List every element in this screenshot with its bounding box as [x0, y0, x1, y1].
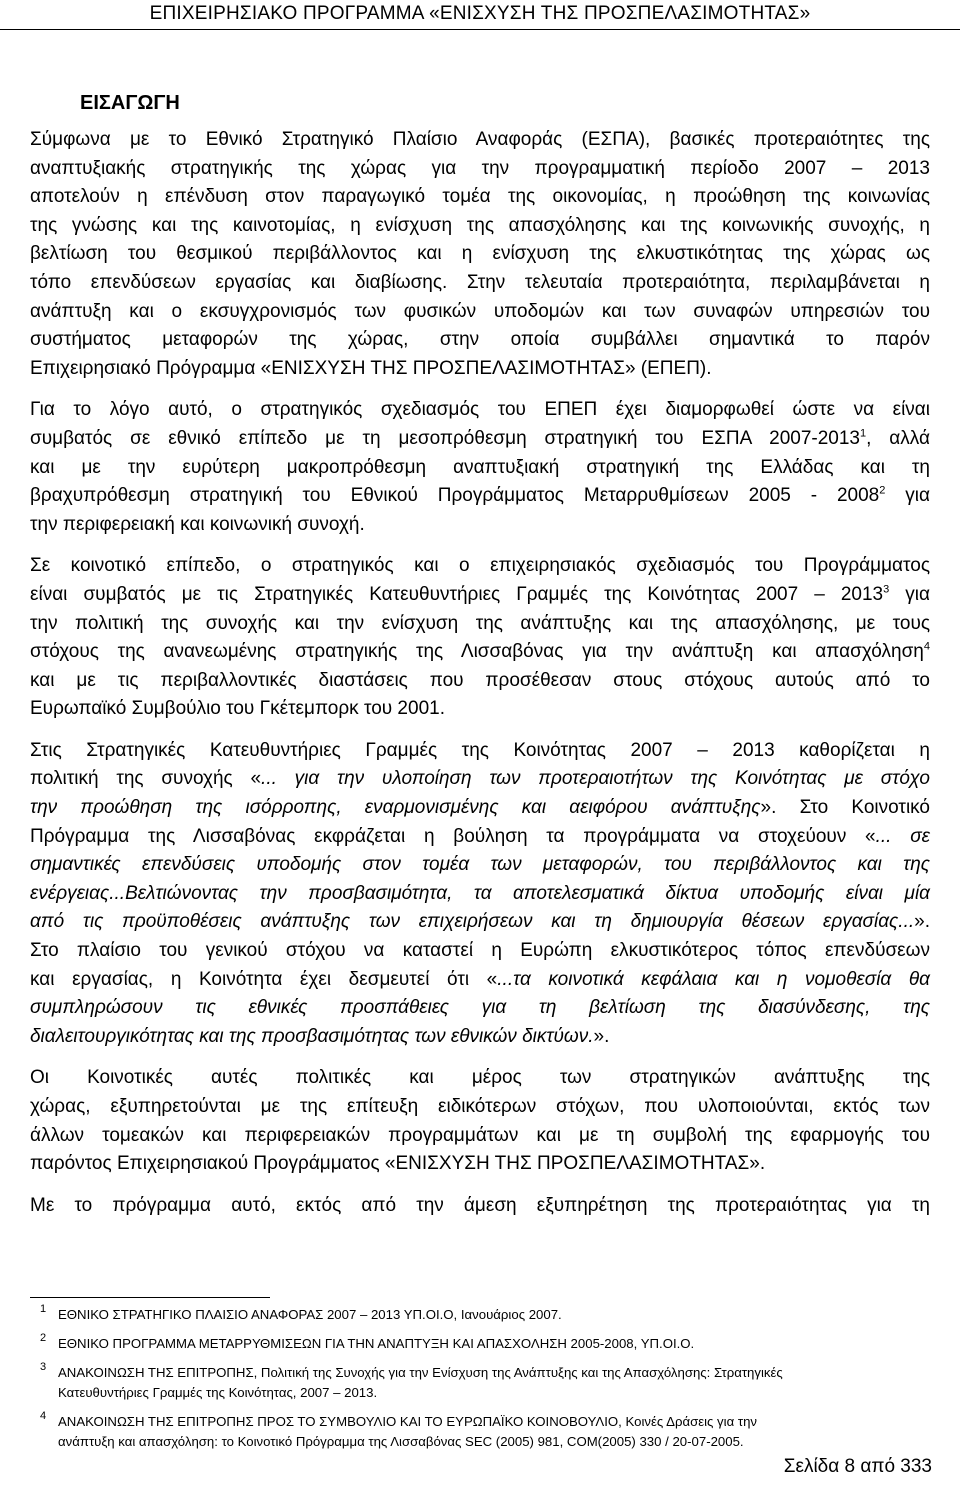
p1-line-7: ανάπτυξη και ο εκσυγχρονισμός των φυσικών υποδομών και των συναφών υπηρεσιών του: [30, 300, 930, 322]
p4-line-9-quote: ...τα κοινοτικά κεφάλαια και η νομοθεσία θα: [497, 968, 930, 990]
p4-line-9: [30, 966, 930, 995]
p2-line-1: Για το λόγο αυτό, ο στρατηγικός σχεδιασμός του ΕΠΕΠ έχει διαμορφωθεί ώστε να είναι: [30, 399, 930, 421]
p4-line-5: σημαντικές επενδύσεις υποδομής στον τομέα των μεταφορών, του περιβάλλοντος και της: [30, 854, 930, 876]
footnote-text-cont: Κατευθυντήριες Γραμμές της Κοινότητας, 2007 – 2013.: [58, 1385, 378, 1400]
header-rule: [0, 29, 960, 30]
footnote-2: [30, 1334, 950, 1354]
p3-line-4: [30, 638, 930, 667]
p2-line-4-text: βραχυπρόθεσμη στρατηγική του Εθνικού Προγράμματος Μεταρρυθμίσεων 2005 - 2008: [30, 485, 880, 507]
page-number: Σελίδα 8 από 333: [783, 1456, 932, 1477]
p3-line-6: Ευρωπαϊκό Συμβούλιο του Γκέτεμπορκ του 2001.: [30, 698, 445, 720]
p4-line-7-quote: από τις προϋποθέσεις ανάπτυξης των επιχειρήσεων και τη δημιουργία θέσεων εργασίας...: [30, 911, 915, 933]
p1-line-6: τόπο επενδύσεων εργασίας και διαβίωσης. Στην τελευταία προτεραιότητα, περιλαμβάνεται η: [30, 271, 930, 293]
p4-line-4: [30, 823, 930, 852]
p1-line-2: αναπτυξιακής στρατηγικής της χώρας για την προγραμματική περίοδο 2007 – 2013: [30, 157, 930, 179]
p2-line-3: και με την ευρύτερη μακροπρόθεσμη αναπτυξιακή στρατηγική της Ελλάδας και τη: [30, 456, 930, 478]
p4-line-7: [30, 908, 930, 937]
footnote-4: [30, 1412, 950, 1452]
footnote-ref-2: 2: [879, 484, 886, 497]
p3-line-2-end: για: [889, 583, 931, 605]
p1-line-8: συστήματος μεταφορών της χώρας, στην οποία συμβάλλει σημαντικά το παρόν: [30, 329, 930, 351]
footnote-text-cont: ανάπτυξη και απασχόληση: το Κοινοτικό Πρόγραμμα της Λισσαβόνας SEC (2005) 981, COM(2005) 330 / 20-07-2005.: [58, 1434, 744, 1449]
p4-line-4-quote: ... σε: [875, 825, 930, 847]
footnote-ref-3: 3: [883, 583, 890, 596]
p4-line-2-quote: ... για την υλοποίηση των προτεραιοτήτων της Κοινότητας με στόχο: [261, 768, 930, 790]
p4-line-2: [30, 765, 930, 794]
paragraph-5: [30, 1064, 930, 1178]
p3-line-2: [30, 581, 930, 610]
p5-line-3: άλλων τομεακών και περιφερειακών προγραμμάτων και με τη συμβολή της εφαρμογής του: [30, 1124, 930, 1146]
p4-line-9-text: και εργασίας, η Κοινότητα έχει δεσμευτεί ότι «: [30, 968, 498, 990]
p1-line-9: Επιχειρησιακό Πρόγραμμα «ΕΝΙΣΧΥΣΗ ΤΗΣ ΠΡΟΣΠΕΛΑΣΙΜΟΤΗΤΑΣ» (ΕΠΕΠ).: [30, 357, 712, 379]
p4-line-7-end: ».: [914, 911, 930, 933]
footnote-ref-1: 1: [859, 427, 867, 440]
p4-line-11-quote: διαλειτουργικότητας και της προσβασιμότητας των εθνικών δικτύων.: [30, 1025, 594, 1047]
footnote-separator: [30, 1297, 270, 1298]
p4-line-3-text: ». Στο Κοινοτικό: [760, 797, 930, 819]
p2-line-4-end: για: [885, 485, 931, 507]
p1-line-4: της γνώσης και της καινοτομίας, η ενίσχυση της απασχόλησης και της κοινωνικής συνοχής, η: [30, 214, 930, 236]
footnote-3: [30, 1363, 950, 1403]
p2-line-2-text: συμβατός σε εθνικό επίπεδο με τη μεσοπρόθεσμη στρατηγική του ΕΣΠΑ 2007-2013: [30, 427, 860, 449]
footnote-number: 2: [40, 1332, 47, 1344]
footnote-number: 3: [40, 1361, 47, 1373]
p5-line-1: Οι Κοινοτικές αυτές πολιτικές και μέρος των στρατηγικών ανάπτυξης της: [30, 1067, 930, 1089]
page-content: [30, 88, 930, 1233]
footnote-1: [30, 1305, 950, 1325]
p5-line-2: χώρας, εξυπηρετούνται με της επίτευξη ειδικότερων στόχων, που υλοποιούνται, εκτός των: [30, 1096, 930, 1117]
paragraph-4: [30, 737, 930, 1052]
p3-line-1: Σε κοινοτικό επίπεδο, ο στρατηγικός και ο επιχειρησιακός σχεδιασμός του Προγράμματος: [30, 555, 930, 577]
p4-line-3-quote: την προώθηση της ισόρροπης, εναρμονισμένης και αειφόρου ανάπτυξης: [30, 797, 761, 819]
footnote-ref-4: 4: [923, 640, 930, 653]
p3-line-3: την πολιτική της συνοχής και την ενίσχυση της ανάπτυξης και της απασχόλησης, με τους: [30, 612, 930, 634]
p4-line-4-text: Πρόγραμμα της Λισσαβόνας εκφράζεται η βούληση τα προγράμματα να στοχεύουν «: [30, 825, 876, 847]
p3-line-5: και με τις περιβαλλοντικές διαστάσεις που προσέθεσαν στους στόχους αυτούς από το: [30, 669, 930, 691]
p5-line-4: παρόντος Επιχειρησιακού Προγράμματος «ΕΝΙΣΧΥΣΗ ΤΗΣ ΠΡΟΣΠΕΛΑΣΙΜΟΤΗΤΑΣ».: [30, 1153, 766, 1175]
p2-line-2: [30, 425, 930, 454]
p2-line-2-end: , αλλά: [866, 427, 930, 449]
footnotes: [30, 1305, 950, 1461]
p6-line-1: Με το πρόγραμμα αυτό, εκτός από την άμεση εξυπηρέτηση της προτεραιότητας για τη: [30, 1194, 930, 1216]
p4-line-6: ενέργειας...Βελτιώνοντας την προσβασιμότητα, τα αποτελεσματικά δίκτυα υποδομής είναι μία: [30, 882, 930, 904]
footnote-text: ΑΝΑΚΟΙΝΩΣΗ ΤΗΣ ΕΠΙΤΡΟΠΗΣ ΠΡΟΣ ΤΟ ΣΥΜΒΟΥΛΙΟ ΚΑΙ ΤΟ ΕΥΡΩΠΑΪΚΟ ΚΟΙΝΟΒΟΥΛΙΟ, Κοινές Δράσεις για την: [58, 1414, 757, 1429]
p2-line-5: την περιφερειακή και κοινωνική συνοχή.: [30, 513, 365, 535]
p3-line-2-text: είναι συμβατός με τις Στρατηγικές Κατευθυντήριες Γραμμές της Κοινότητας 2007 – 2013: [30, 583, 884, 605]
p4-line-11: [30, 1023, 930, 1052]
p4-line-8: Στο πλαίσιο του γενικού στόχου να καταστεί η Ευρώπη ελκυστικότερος τόπος επενδύσεων: [30, 940, 930, 962]
p3-line-4-text: στόχους της ανανεωμένης στρατηγικής της Λισσαβόνας για την ανάπτυξη και απασχόληση: [30, 641, 924, 663]
paragraph-3: [30, 552, 930, 724]
p1-line-5: βελτίωση του θεσμικού περιβάλλοντος και η ενίσχυση της ελκυστικότητας της χώρας ως: [30, 243, 930, 265]
paragraph-1: [30, 126, 930, 383]
paragraph-6: [30, 1192, 930, 1221]
p4-line-11-end: ».: [593, 1025, 610, 1047]
page-header-title: ΕΠΙΧΕΙΡΗΣΙΑΚΟ ΠΡΟΓΡΑΜΜΑ «ΕΝΙΣΧΥΣΗ ΤΗΣ ΠΡΟΣΠΕΛΑΣΙΜΟΤΗΤΑΣ»: [149, 3, 811, 24]
p4-line-1: Στις Στρατηγικές Κατευθυντήριες Γραμμές της Κοινότητας 2007 – 2013 καθορίζεται η: [30, 739, 930, 761]
p4-line-3: [30, 794, 930, 823]
footnote-number: 1: [40, 1303, 47, 1315]
footnote-number: 4: [40, 1410, 47, 1422]
footnote-text: ΑΝΑΚΟΙΝΩΣΗ ΤΗΣ ΕΠΙΤΡΟΠΗΣ, Πολιτική της Συνοχής για την Ενίσχυση της Ανάπτυξης και της Απασχόλησης: Στρατηγικές: [58, 1365, 783, 1380]
p4-line-10: συμπληρώσουν τις εθνικές προσπάθειες για τη βελτίωση της διασύνδεσης, της: [30, 997, 930, 1019]
p4-line-2-text: πολιτική της συνοχής «: [30, 768, 262, 790]
section-title: ΕΙΣΑΓΩΓΗ: [80, 92, 180, 114]
p1-line-1: Σύμφωνα με το Εθνικό Στρατηγικό Πλαίσιο Αναφοράς (ΕΣΠΑ), βασικές προτεραιότητες της: [30, 129, 930, 150]
footnote-text: ΕΘΝΙΚΟ ΠΡΟΓΡΑΜΜΑ ΜΕΤΑΡΡΥΘΜΙΣΕΩΝ ΓΙΑ ΤΗΝ ΑΝΑΠΤΥΞΗ ΚΑΙ ΑΠΑΣΧΟΛΗΣΗ 2005-2008, ΥΠ.ΟΙ.Ο.: [58, 1336, 695, 1351]
p1-line-3: αποτελούν η επένδυση στον παραγωγικό τομέα της οικονομίας, η προώθηση της κοινωνίας: [30, 186, 930, 208]
footnote-text: ΕΘΝΙΚΟ ΣΤΡΑΤΗΓΙΚΟ ΠΛΑΙΣΙΟ ΑΝΑΦΟΡΑΣ 2007 – 2013 ΥΠ.ΟΙ.Ο, Ιανουάριος 2007.: [58, 1307, 562, 1322]
paragraph-2: [30, 396, 930, 539]
p2-line-4: [30, 482, 930, 511]
